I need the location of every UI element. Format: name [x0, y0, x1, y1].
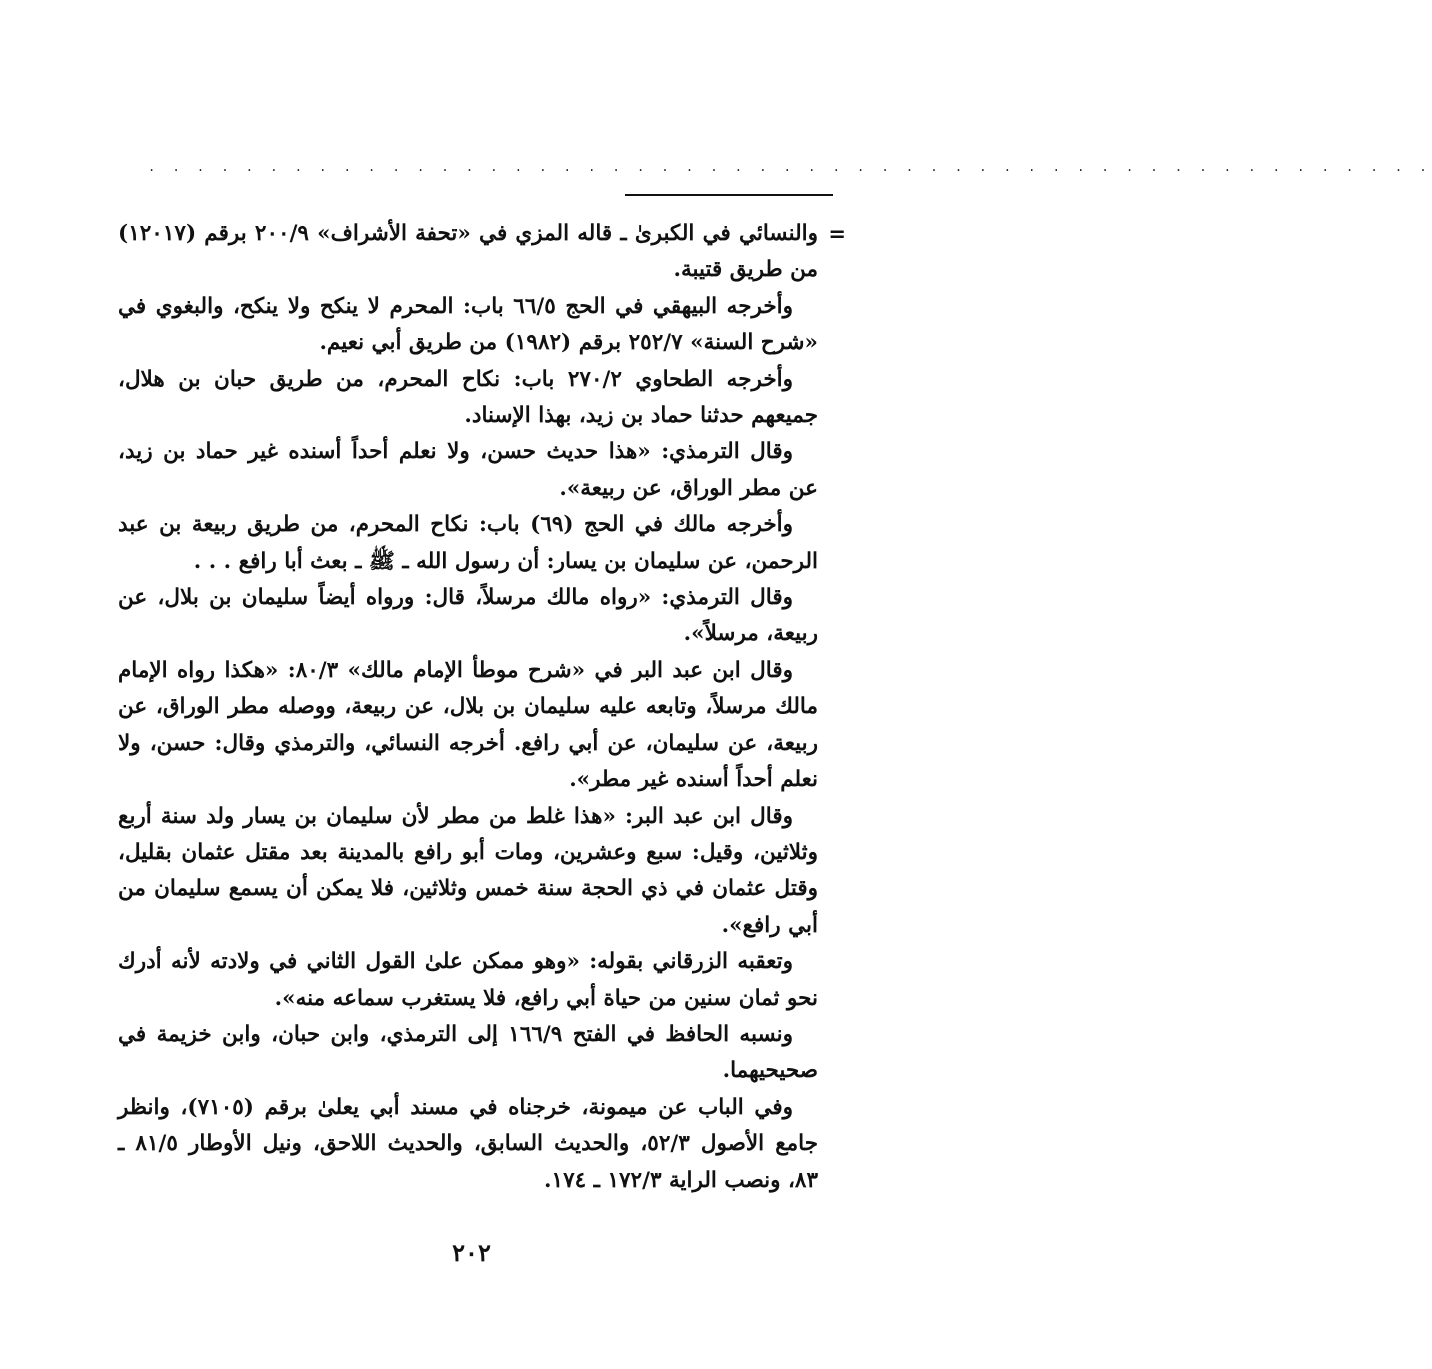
page-number: ٢٠٢: [452, 1238, 491, 1267]
paragraph-9: وتعقبه الزرقاني بقوله: «وهو ممكن علىٰ القول الثاني في ولادته لأنه أدرك نحو ثمان سنين من حياة أبي رافع، فلا يستغرب سماعه منه».: [118, 949, 818, 1011]
dotted-separator: . . . . . . . . . . . . . . . . . . . . . . . . . . . . . . . . . . . . . . . . . . . . . . . . . . . . .: [148, 160, 1432, 174]
paragraph-4: وقال الترمذي: «هذا حديث حسن، ولا نعلم أحداً أسنده غير حماد بن زيد، عن مطر الوراق، عن ربيعة».: [118, 439, 818, 501]
paragraph-1: [118, 216, 846, 289]
footnote-text: [118, 216, 846, 1199]
paragraph-3: وأخرجه الطحاوي ٢٧٠/٢ باب: نكاح المحرم، من طريق حبان بن هلال، جميعهم حدثنا حماد بن زيد، بهذا الإسناد.: [118, 366, 818, 429]
paragraph-7: وقال ابن عبد البر في «شرح موطأ الإمام مالك» ٨٠/٣: «هكذا رواه الإمام مالك مرسلاً، وتابعه عليه سليمان بن بلال، عن ربيعة، ووصله مطر الوراق، عن ربيعة، عن سليمان، عن أبي رافع. أخرجه النسائي، والترمذي وقال: حسن، ولا نعلم أحداً أسنده غير مطر».: [118, 657, 818, 793]
paragraph-10: ونسبه الحافظ في الفتح ١٦٦/٩ إلى الترمذي، وابن حبان، وابن خزيمة في صحيحيهما.: [118, 1021, 818, 1084]
continuation-mark: =: [828, 222, 846, 246]
paragraph-2: وأخرجه البيهقي في الحج ٦٦/٥ باب: المحرم لا ينكح ولا ينكح، والبغوي في «شرح السنة» ٢٥٢/٧ برقم (١٩٨٢) من طريق أبي نعيم.: [118, 293, 818, 356]
paragraph-11: وفي الباب عن ميمونة، خرجناه في مسند أبي يعلىٰ برقم (٧١٠٥)، وانظر جامع الأصول ٥٢/٣، والحديث السابق، والحديث اللاحق، ونيل الأوطار ٨١/٥ ـ ٨٣، ونصب الراية ١٧٢/٣ ـ ١٧٤.: [118, 1094, 818, 1193]
paragraph-1-text: والنسائي في الكبرىٰ ـ قاله المزي في «تحفة الأشراف» ٢٠٠/٩ برقم (١٢٠١٧) من طريق قتيبة.: [118, 221, 819, 283]
paragraph-8: وقال ابن عبد البر: «هذا غلط من مطر لأن سليمان بن يسار ولد سنة أربع وثلاثين، وقيل: سبع وعشرين، ومات أبو رافع بالمدينة بعد مقتل عثمان بقليل، وقتل عثمان في ذي الحجة سنة خمس وثلاثين، فلا يمكن أن يسمع سليمان من أبي رافع».: [118, 803, 818, 938]
paragraph-6: وقال الترمذي: «رواه مالك مرسلاً، قال: ورواه أيضاً سليمان بن بلال، عن ربيعة، مرسلاً».: [118, 585, 818, 647]
paragraph-5: وأخرجه مالك في الحج (٦٩) باب: نكاح المحرم، من طريق ربيعة بن عبد الرحمن، عن سليمان بن يسار: أن رسول الله ـ ﷺ ـ بعث أبا رافع . . .: [118, 512, 818, 574]
footnote-rule: [625, 194, 833, 196]
